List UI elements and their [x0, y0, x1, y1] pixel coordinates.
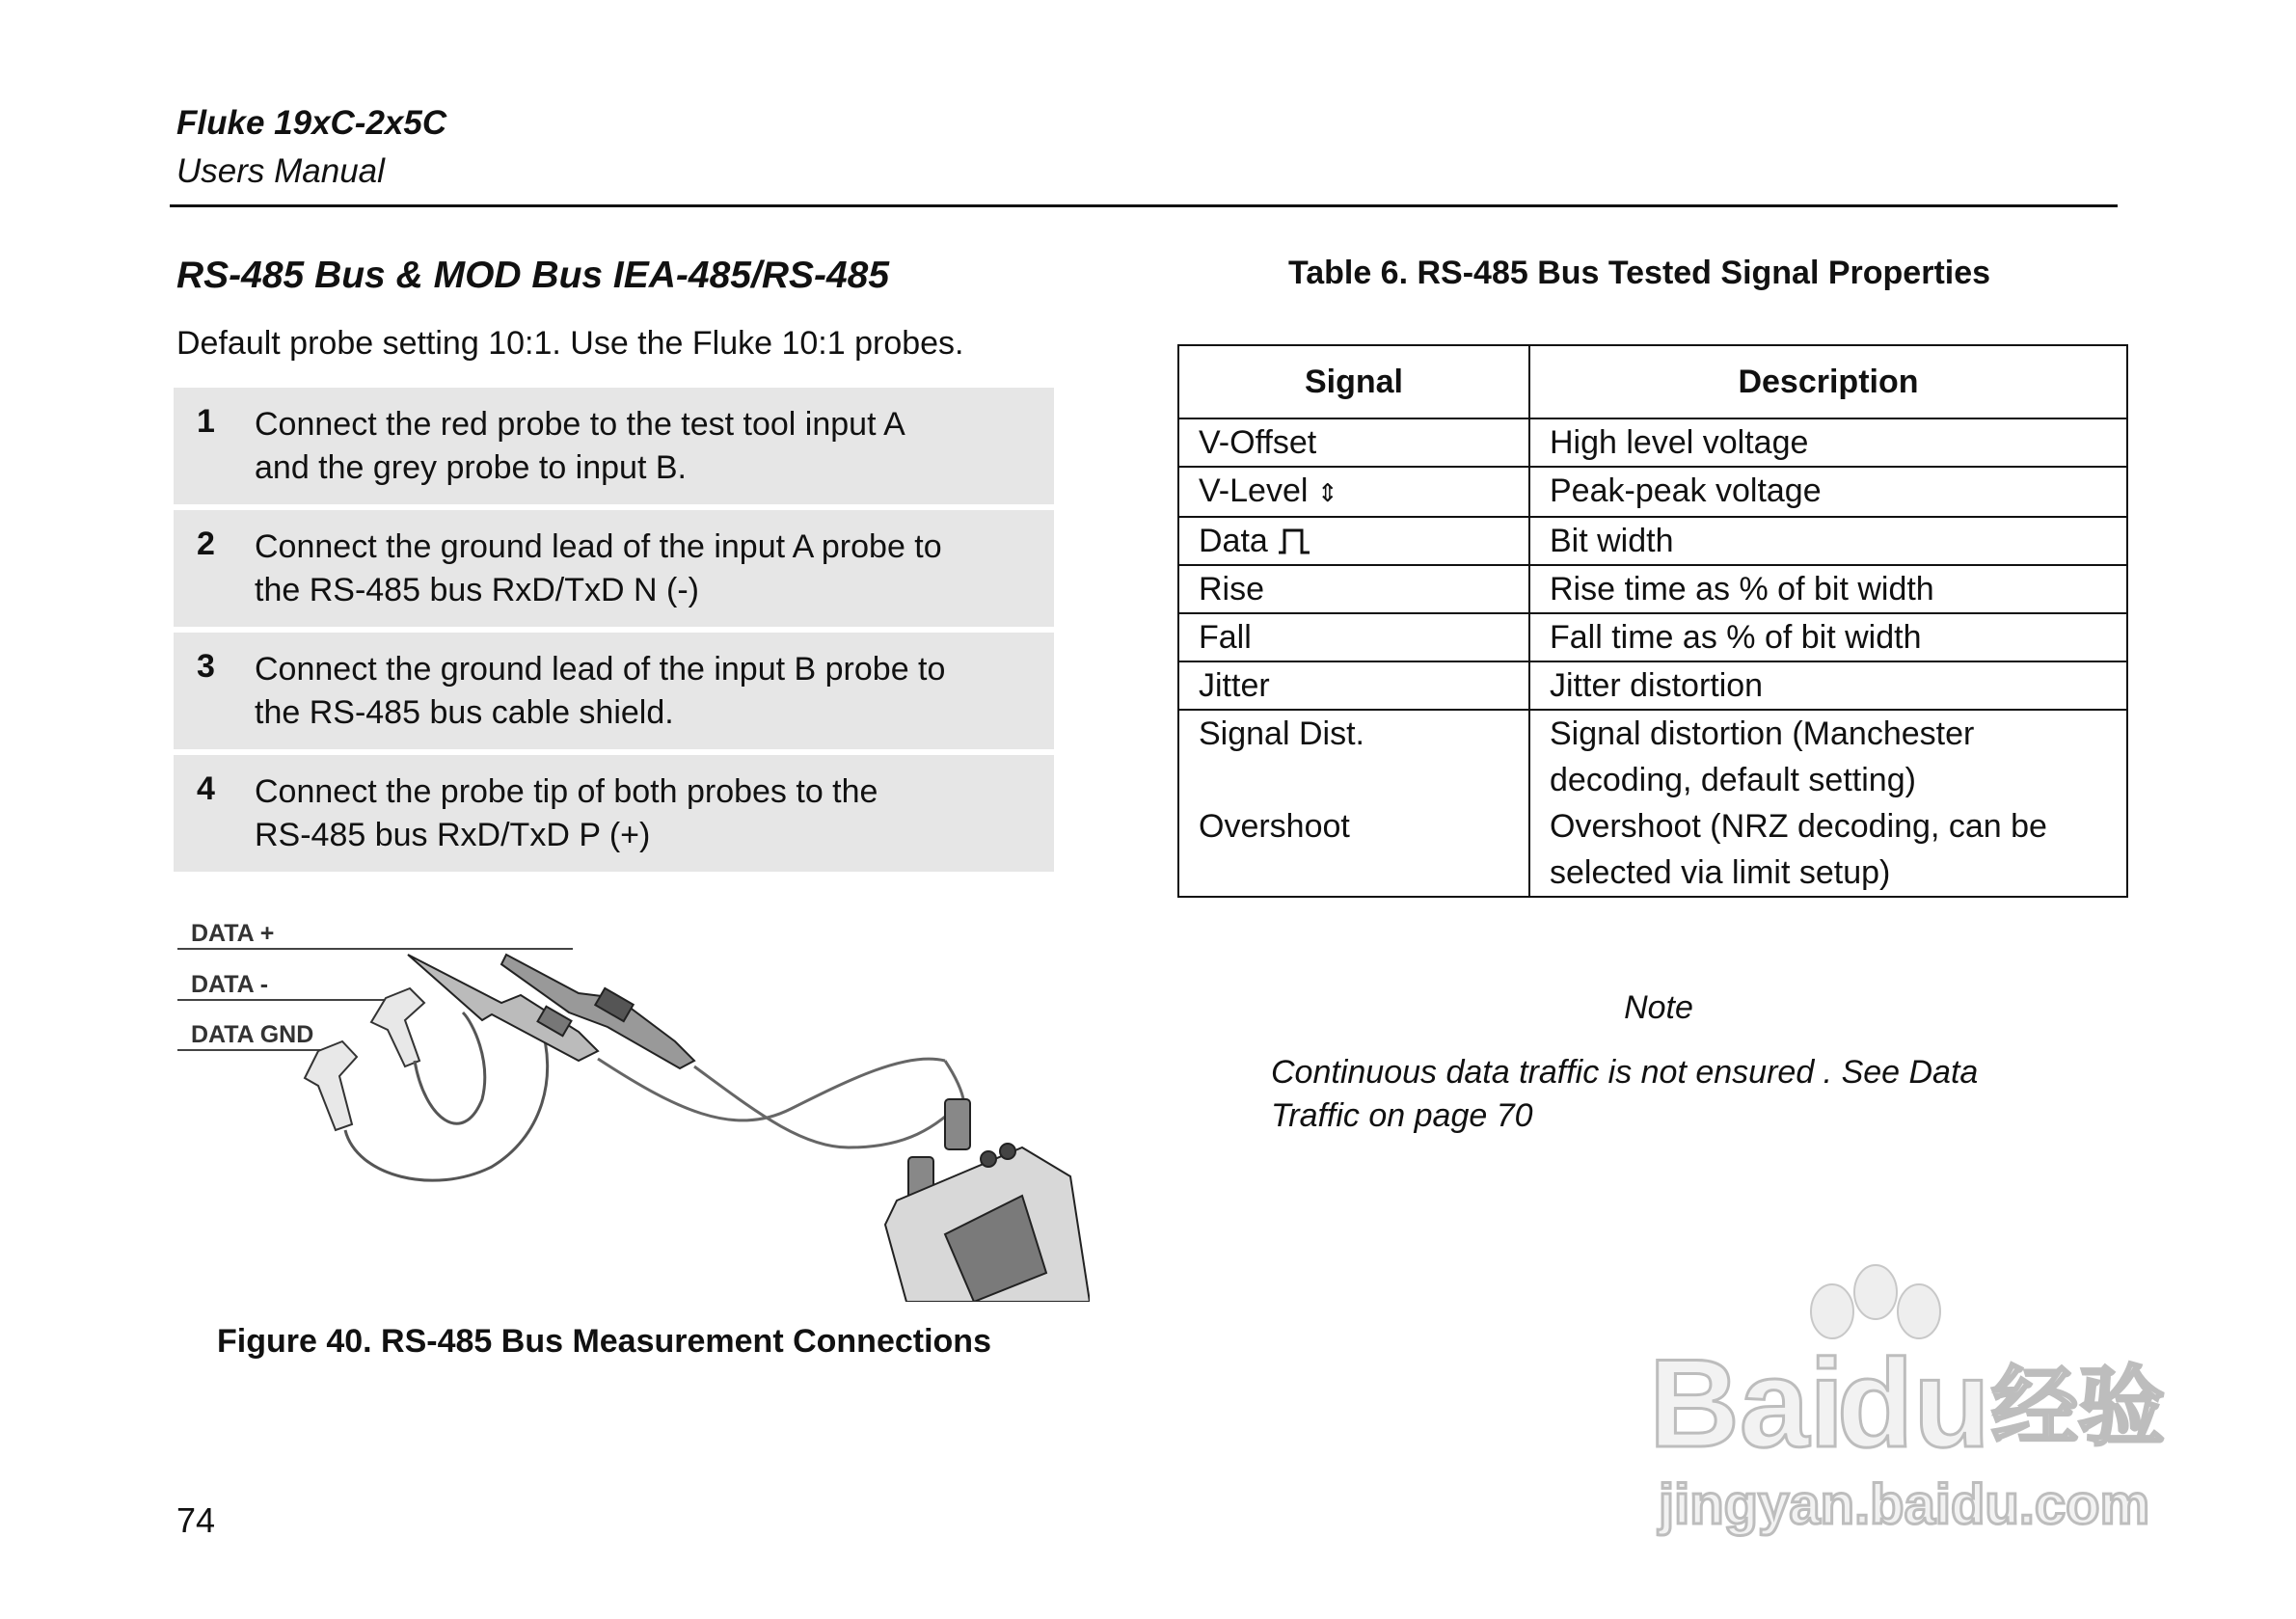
- step-line: the RS-485 bus RxD/TxD N (-): [255, 572, 699, 608]
- pulse-icon: [1277, 523, 1311, 559]
- table-caption: Table 6. RS-485 Bus Tested Signal Properties: [1287, 255, 1991, 291]
- table-row: [1178, 565, 2127, 613]
- cell-description: Peak-peak voltage: [1529, 467, 2127, 517]
- step-number: 4: [197, 770, 215, 807]
- step-row: [174, 633, 1054, 749]
- watermark-url: jingyan.baidu.com: [1659, 1473, 2150, 1536]
- paw-icon: [1811, 1265, 1940, 1338]
- label-data-gnd: DATA GND: [191, 1021, 314, 1048]
- section-intro: Default probe setting 10:1. Use the Fluke 10:1 probes.: [176, 325, 964, 362]
- cell-description: Jitter distortion: [1529, 661, 2127, 710]
- signal-name: Data: [1199, 523, 1268, 559]
- table-row: [1178, 613, 2127, 661]
- signal-table: [1177, 344, 2128, 898]
- connection-figure: [174, 906, 1090, 1302]
- watermark-text: du: [1837, 1333, 1990, 1473]
- header-rule: [170, 204, 2118, 207]
- step-text: [255, 403, 1026, 504]
- table-row: [1178, 710, 2127, 897]
- note-line: Traffic on page 70: [1271, 1097, 1533, 1134]
- cell-description: Bit width: [1529, 517, 2127, 565]
- header-description: Description: [1529, 345, 2127, 418]
- label-data-plus: DATA +: [191, 920, 275, 947]
- desc-line: selected via limit setup): [1550, 854, 1891, 891]
- header-signal: Signal: [1178, 345, 1529, 418]
- steps-list: [174, 388, 1054, 877]
- step-line: and the grey probe to input B.: [255, 449, 687, 486]
- desc-line: decoding, default setting): [1550, 762, 1916, 798]
- cell-signal: Rise: [1178, 565, 1529, 613]
- signal-name: V-Level: [1199, 472, 1309, 509]
- step-line: Connect the ground lead of the input B probe to: [255, 651, 946, 688]
- watermark-text: Bai: [1649, 1333, 1845, 1473]
- page-number: 74: [176, 1500, 216, 1540]
- up-down-arrows-icon: ⇕: [1316, 478, 1338, 507]
- step-row: [174, 755, 1054, 872]
- desc-line: Signal distortion (Manchester: [1550, 715, 1975, 752]
- label-data-minus: DATA -: [191, 971, 269, 998]
- step-line: Connect the ground lead of the input A probe to: [255, 528, 942, 565]
- step-number: 3: [197, 648, 215, 685]
- table-header-row: [1178, 345, 2127, 418]
- step-line: RS-485 bus RxD/TxD P (+): [255, 817, 651, 853]
- cell-signal: [1178, 467, 1529, 517]
- watermark-logo: [1630, 1263, 2189, 1543]
- step-text: [255, 770, 1026, 872]
- step-text: [255, 526, 1026, 627]
- probe-cables: [598, 1059, 964, 1147]
- step-line: the RS-485 bus cable shield.: [255, 694, 674, 731]
- step-row: [174, 510, 1054, 627]
- cell-description: Fall time as % of bit width: [1529, 613, 2127, 661]
- section-title: RS-485 Bus & MOD Bus IEA-485/RS-485: [176, 255, 890, 296]
- step-row: [174, 388, 1054, 504]
- probes: [408, 955, 694, 1068]
- step-number: 1: [197, 403, 215, 440]
- ground-leads: [345, 1012, 548, 1180]
- table-row: [1178, 418, 2127, 467]
- cell-signal: Jitter: [1178, 661, 1529, 710]
- step-number: 2: [197, 526, 215, 562]
- note-body: [1271, 1051, 2139, 1138]
- figure-caption: Figure 40. RS-485 Bus Measurement Connections: [217, 1323, 991, 1360]
- cell-description: [1529, 710, 2127, 897]
- step-line: Connect the red probe to the test tool input A: [255, 406, 905, 443]
- signal-dist-label: Signal Dist.: [1199, 715, 1364, 752]
- cell-description: Rise time as % of bit width: [1529, 565, 2127, 613]
- cell-signal: [1178, 517, 1529, 565]
- table-row: [1178, 467, 2127, 517]
- cell-signal: [1178, 710, 1529, 897]
- watermark-text: 经验: [1991, 1360, 2165, 1456]
- step-text: [255, 648, 1026, 749]
- cell-signal: V-Offset: [1178, 418, 1529, 467]
- desc-line: Overshoot (NRZ decoding, can be: [1550, 808, 2047, 845]
- table-row: [1178, 517, 2127, 565]
- cell-description: High level voltage: [1529, 418, 2127, 467]
- cell-signal: Fall: [1178, 613, 1529, 661]
- manual-subtitle: Users Manual: [176, 152, 385, 190]
- ground-clips: [305, 988, 424, 1130]
- table-row: [1178, 661, 2127, 710]
- step-line: Connect the probe tip of both probes to the: [255, 773, 878, 810]
- note-heading: Note: [1624, 989, 1693, 1026]
- overshoot-label: Overshoot: [1199, 808, 1350, 845]
- connection-drawing: [174, 906, 1090, 1302]
- baidu-watermark: [1630, 1263, 2189, 1543]
- manual-title: Fluke 19xC-2x5C: [176, 104, 447, 142]
- note-line: Continuous data traffic is not ensured . See Data: [1271, 1054, 1979, 1091]
